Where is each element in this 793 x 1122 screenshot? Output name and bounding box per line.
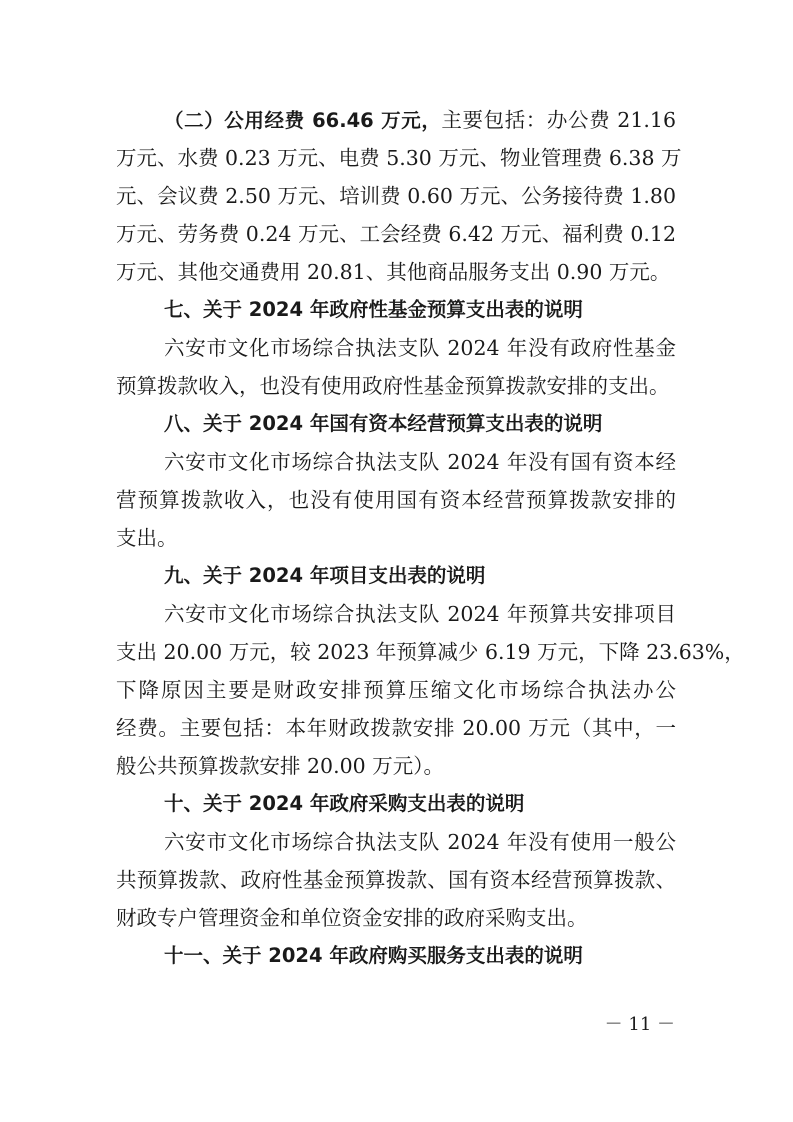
section-heading-10: 十、关于 2024 年政府采购支出表的说明 (164, 792, 525, 815)
paragraph-line: 预算拨款收入，也没有使用政府性基金预算拨款安排的支出。 (116, 374, 670, 398)
paragraph-line: 六安市文化市场综合执法支队 2024 年没有政府性基金 (164, 336, 676, 360)
paragraph-line: 六安市文化市场综合执法支队 2024 年没有使用一般公 (164, 830, 676, 854)
paragraph-line: 六安市文化市场综合执法支队 2024 年没有国有资本经 (164, 450, 676, 474)
paragraph-line: 般公共预算拨款安排 20.00 万元）。 (116, 754, 444, 778)
section-heading-8: 八、关于 2024 年国有资本经营预算支出表的说明 (164, 412, 603, 435)
page-number: － 11 － (604, 1014, 675, 1035)
section-heading-9: 九、关于 2024 年项目支出表的说明 (164, 564, 486, 587)
line-text: 主要包括：办公费 21.16 (441, 108, 676, 132)
paragraph-line: 共预算拨款、政府性基金预算拨款、国有资本经营预算拨款、 (116, 868, 676, 892)
paragraph-line: 支出。 (116, 526, 178, 550)
paragraph-line: 六安市文化市场综合执法支队 2024 年预算共安排项目 (164, 602, 676, 626)
paragraph-line: 元、会议费 2.50 万元、培训费 0.60 万元、公务接待费 1.80 (116, 184, 676, 208)
paragraph-line: 下降原因主要是财政安排预算压缩文化市场综合执法办公 (116, 678, 676, 702)
bold-lead-public-expense: （二）公用经费 66.46 万元， (164, 109, 442, 132)
paragraph-line: 经费。主要包括：本年财政拨款安排 20.00 万元（其中，一 (116, 716, 676, 740)
paragraph-line: 万元、其他交通费用 20.81、其他商品服务支出 0.90 万元。 (116, 260, 671, 284)
paragraph-line: 万元、水费 0.23 万元、电费 5.30 万元、物业管理费 6.38 万 (116, 146, 682, 170)
paragraph-line-public-expense (164, 105, 676, 136)
paragraph-line: 财政专户管理资金和单位资金安排的政府采购支出。 (116, 906, 588, 930)
section-heading-7: 七、关于 2024 年政府性基金预算支出表的说明 (164, 298, 583, 321)
paragraph-line: 营预算拨款收入，也没有使用国有资本经营预算拨款安排的 (116, 488, 676, 512)
section-heading-11: 十一、关于 2024 年政府购买服务支出表的说明 (164, 944, 583, 967)
paragraph-line: 支出 20.00 万元，较 2023 年预算减少 6.19 万元，下降 23.63%， (116, 640, 745, 664)
paragraph-line: 万元、劳务费 0.24 万元、工会经费 6.42 万元、福利费 0.12 (116, 222, 676, 246)
